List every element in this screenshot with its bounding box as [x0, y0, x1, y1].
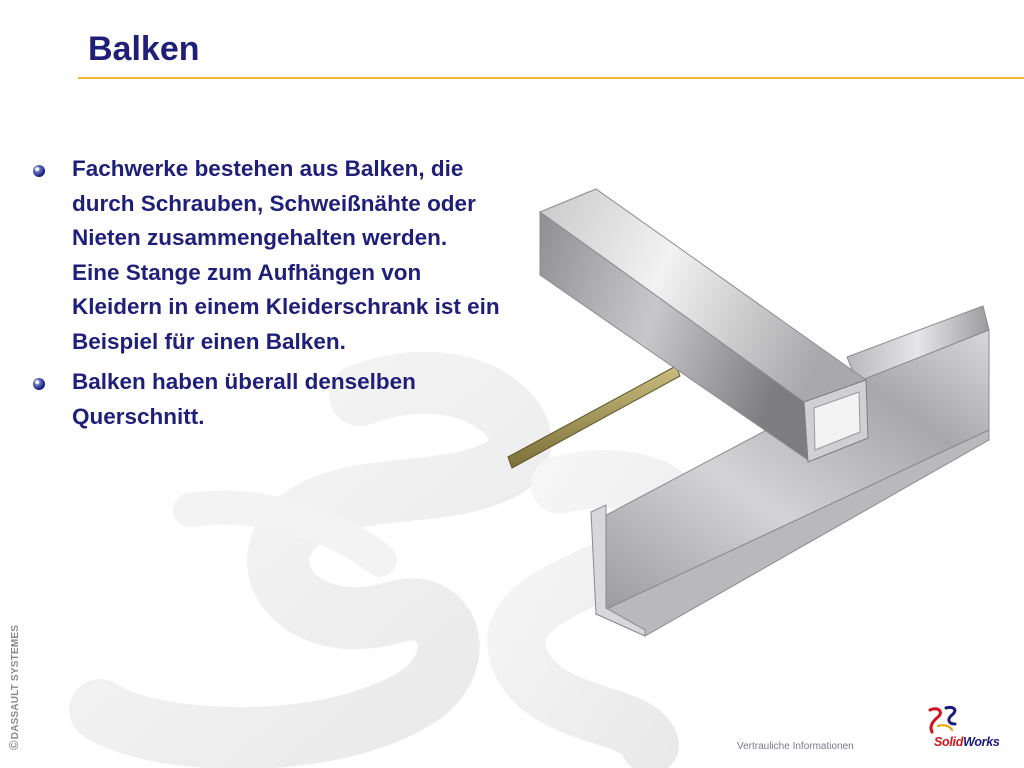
logo-wordmark	[934, 735, 1000, 749]
bullet-item	[30, 152, 500, 359]
bullet-dot-icon	[33, 378, 45, 390]
bullet-text: Balken haben überall denselben Querschnitt.	[72, 369, 416, 429]
copyright-vertical	[6, 625, 21, 750]
bullet-text: Fachwerke bestehen aus Balken, die durch Schrauben, Schweißnähte oder Nieten zusammengehalten werden. Eine Stange zum Aufhängen von Kleidern in einem Kleiderschrank ist ein Beispiel für einen Balken.	[72, 156, 500, 354]
ds-logo-icon	[924, 704, 964, 738]
logo-word-works: Works	[963, 735, 1000, 749]
confidential-note: Vertrauliche Informationen	[737, 741, 854, 752]
rod-shape	[508, 366, 680, 468]
solidworks-logo	[918, 704, 1018, 760]
bullet-dot-icon	[33, 165, 45, 177]
copyright-text: DASSAULT SYSTEMES	[10, 624, 21, 740]
bullet-list	[30, 152, 500, 440]
bullet-item	[30, 365, 500, 434]
copyright-symbol: ©	[6, 740, 21, 750]
beams-illustration	[500, 180, 1000, 640]
title-underline	[78, 77, 1024, 79]
slide-title: Balken	[88, 30, 200, 68]
logo-word-solid: Solid	[934, 735, 964, 749]
